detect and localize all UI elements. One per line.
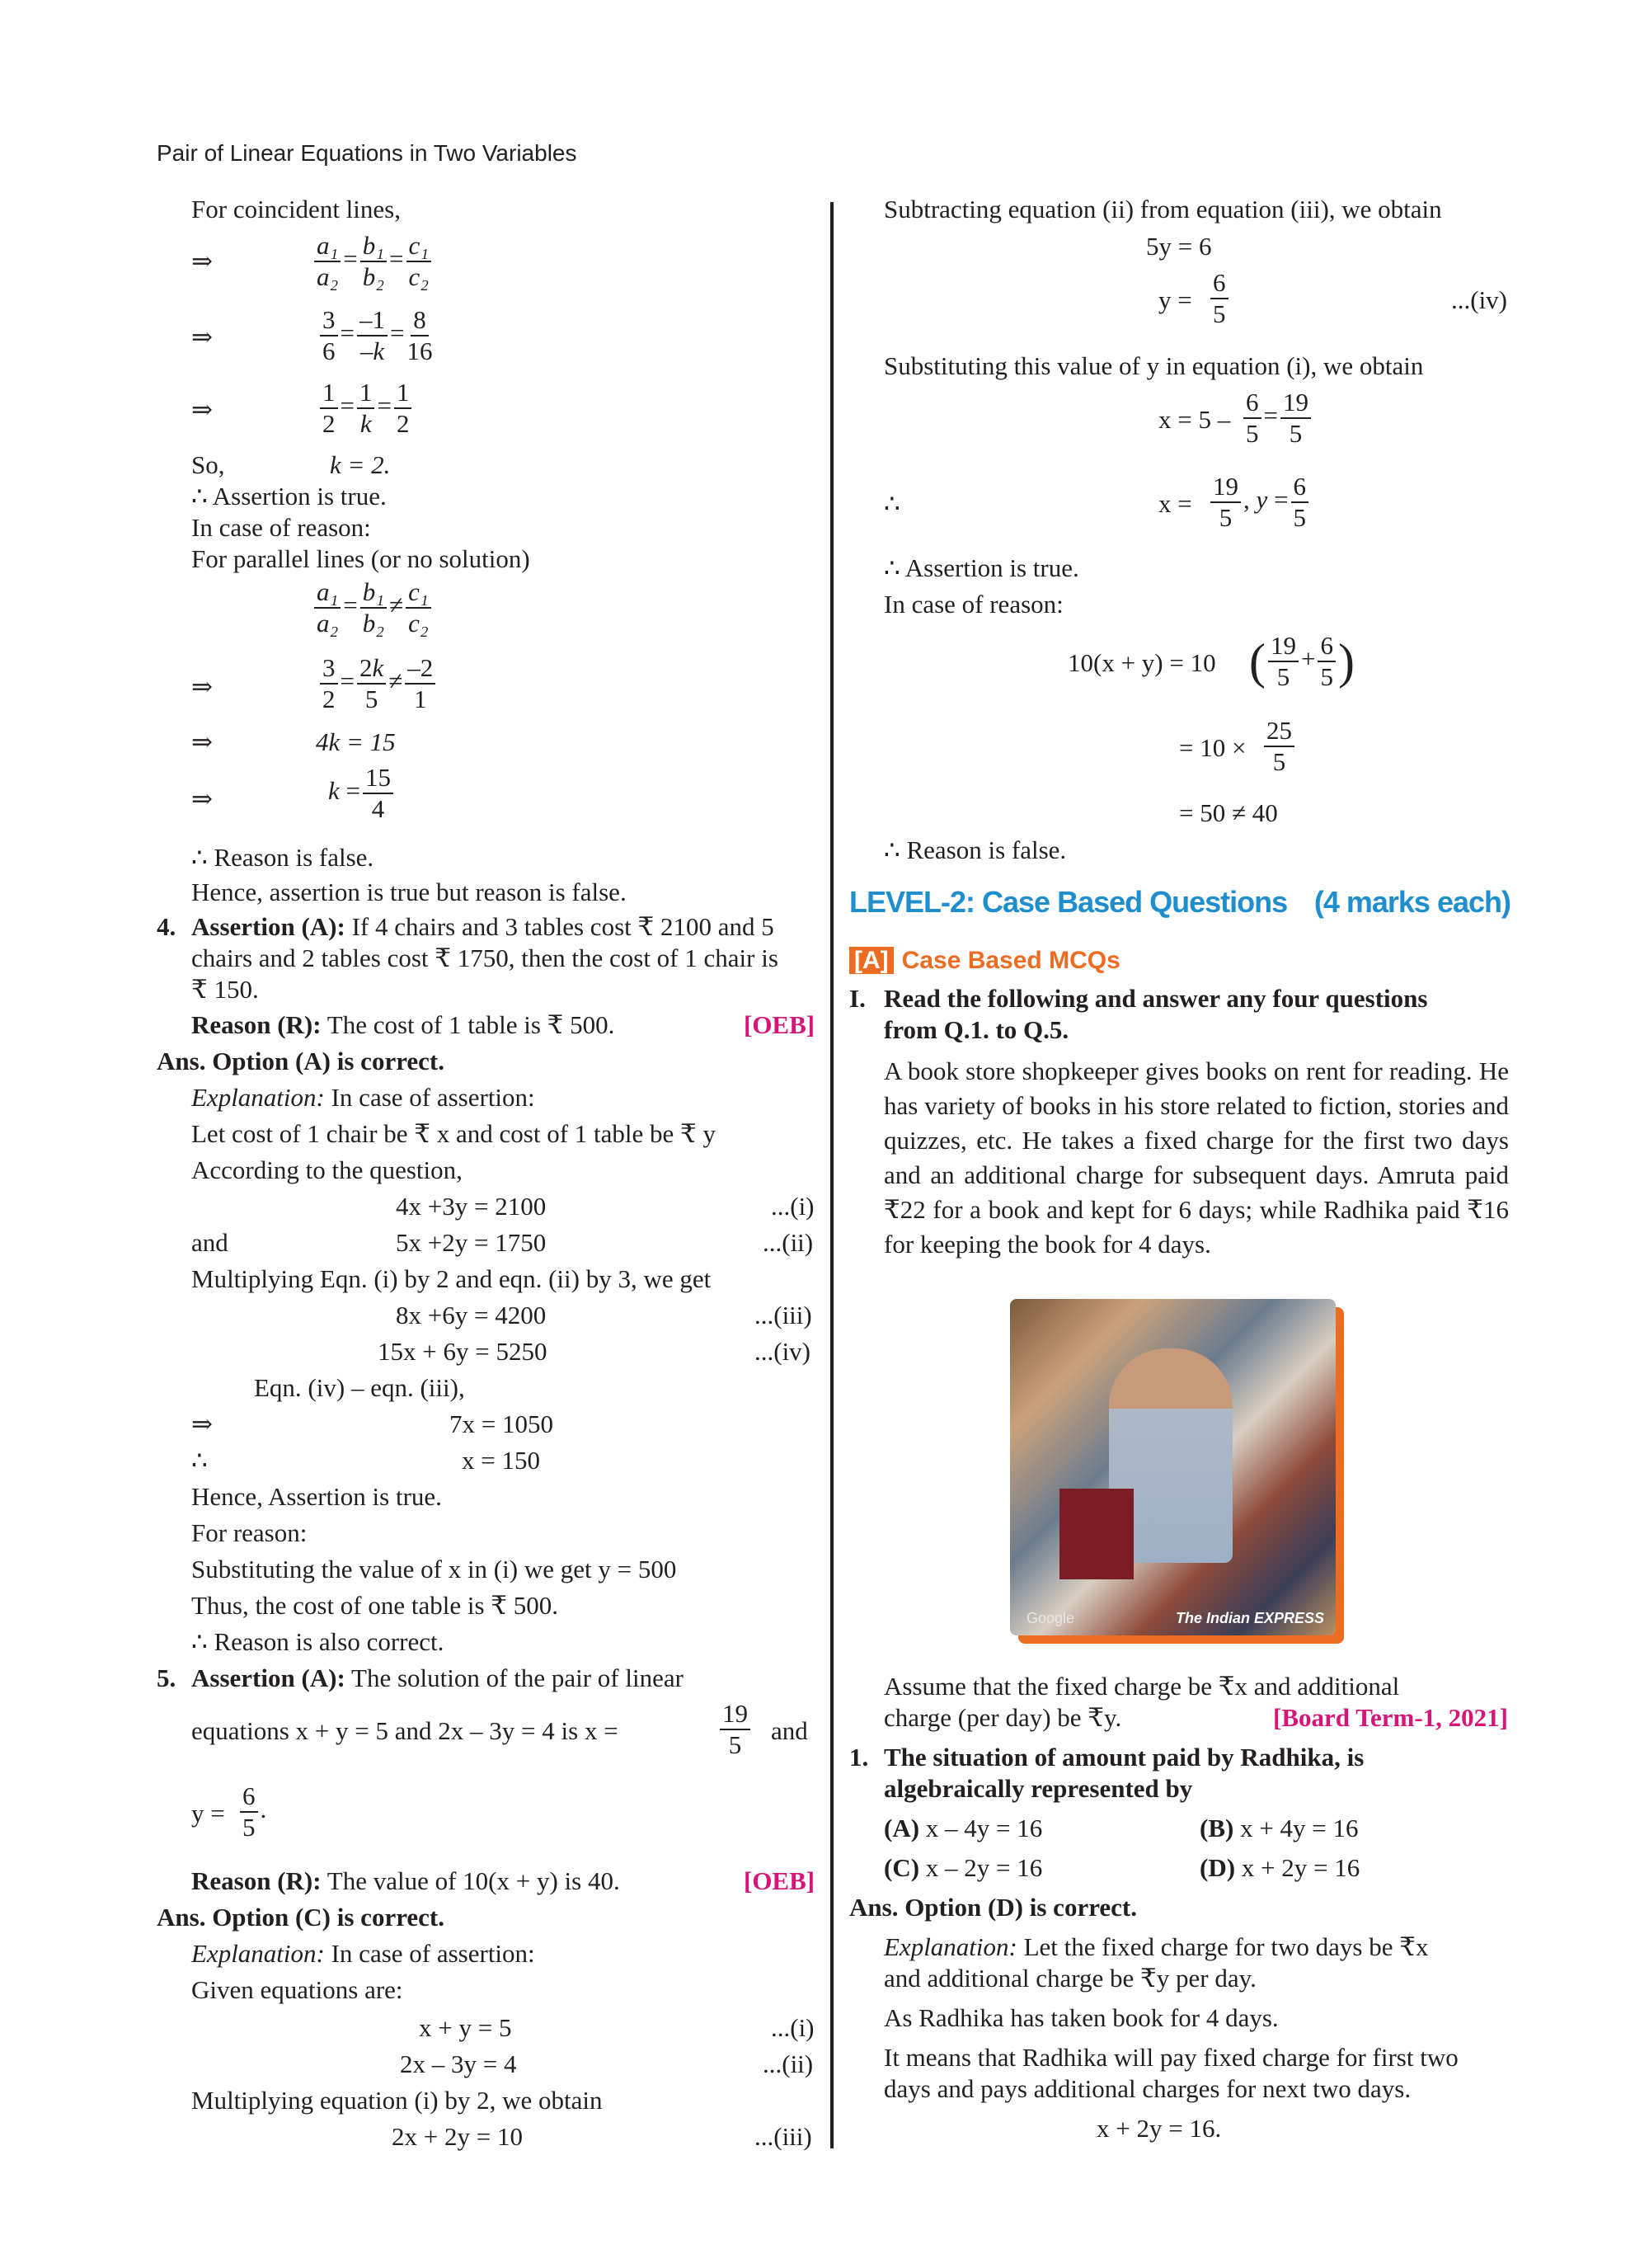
eq-label: ...(iii): [754, 1301, 812, 1329]
ratio-eq-1: $\frac{\text{a₁}}{\text{a₂}}$ = $\frac{\text{b₁}}{\text{b₂}}$ = $\frac{\text{c₁}}{\text{c₂}}$: [312, 231, 434, 292]
according: According to the question,: [191, 1155, 463, 1184]
multiplying-text-2: Multiplying equation (i) by 2, we obtain: [191, 2086, 603, 2115]
multiplying-text: Multiplying Eqn. (i) by 2 and eqn. (ii) by 3, we get: [191, 1264, 712, 1293]
eq-y-fraction: $\frac{6}{5}$: [1208, 268, 1231, 329]
eqn-diff: Eqn. (iv) – eqn. (iii),: [254, 1373, 465, 1402]
means-line1: It means that Radhika will pay fixed charge for first two: [884, 2043, 1459, 2072]
hence-assertion: Hence, Assertion is true.: [191, 1482, 442, 1511]
hence-text: Hence, assertion is true but reason is false.: [191, 878, 627, 906]
q1-line2: algebraically represented by: [884, 1774, 1193, 1803]
option-A: (A) x – 4y = 16: [884, 1814, 1043, 1842]
eq-10xy-paren: ( $\frac{19}{5}$ + $\frac{6}{5}$ ): [1249, 631, 1355, 691]
case-reason: In case of reason:: [191, 513, 371, 542]
board-tag: [Board Term-1, 2021]: [1273, 1703, 1509, 1732]
eq-y-label: y =: [1158, 285, 1192, 314]
substituting-y: Substituting this value of y in equation (i), we obtain: [884, 351, 1424, 380]
eq-7x: 7x = 1050: [449, 1409, 553, 1438]
q1-answer: Ans. Option (D) is correct.: [849, 1893, 1137, 1922]
case-badge: [849, 947, 1120, 975]
section-I-number: I.: [849, 984, 866, 1013]
means-line2: days and pays additional charges for next two days.: [884, 2074, 1412, 2103]
q4-line3: ₹ 150.: [191, 975, 259, 1004]
photo-credit: The Indian EXPRESS: [1175, 1610, 1324, 1626]
eq-4x3y: 4x +3y = 2100: [396, 1192, 547, 1221]
subtracting-text: Subtracting equation (ii) from equation (iii), we obtain: [884, 195, 1442, 224]
ratio-eq-5: $\frac{3}{2}$ = $\frac{2k}{5}$ ≠ $\frac{-2}{1}$: [317, 653, 438, 714]
q5-and: and: [771, 1716, 808, 1745]
k-fraction: k = $\frac{15}{4}$: [328, 763, 396, 824]
thus-text: Thus, the cost of one table is ₹ 500.: [191, 1591, 559, 1620]
explanation-intro: Explanation: In case of assertion:: [191, 1939, 535, 1968]
eq-15x6y: 15x + 6y = 5250: [378, 1337, 547, 1366]
eq-xy5: x + y = 5: [419, 2013, 512, 2042]
reason-correct: ∴ Reason is also correct.: [191, 1627, 444, 1656]
q5-reason: Reason (R): The value of 10(x + y) is 40.: [191, 1866, 620, 1895]
implies-symbol: ⇒: [191, 322, 213, 351]
k-equals-2: k = 2.: [330, 450, 391, 479]
implies-symbol: ⇒: [191, 672, 213, 701]
eq-xy-fractions: $\frac{19}{5}$ , y = $\frac{6}{5}$: [1208, 472, 1311, 533]
q4-number: 4.: [157, 912, 176, 941]
implies-symbol: ⇒: [191, 784, 213, 813]
q5-y-fraction: $\frac{6}{5}$ .: [237, 1781, 266, 1842]
reason-false: ∴ Reason is false.: [191, 843, 374, 872]
reason-false: ∴ Reason is false.: [884, 835, 1067, 864]
q5-x-fraction: $\frac{19}{5}$: [717, 1699, 753, 1760]
coincident-text: For coincident lines,: [191, 195, 401, 224]
therefore-symbol: ∴: [884, 489, 900, 518]
eq-8x6y: 8x +6y = 4200: [396, 1301, 547, 1329]
for-reason: For reason:: [191, 1518, 308, 1547]
oeb-tag: [OEB]: [744, 1010, 815, 1039]
q5-number: 5.: [157, 1663, 176, 1692]
implies-symbol: ⇒: [191, 727, 213, 756]
level-title: LEVEL-2: Case Based Questions: [849, 885, 1288, 919]
eq-label: ...(iii): [754, 2122, 812, 2151]
q1-number: 1.: [849, 1743, 869, 1772]
eq-x-label: x =: [1158, 489, 1192, 518]
q4-assertion: Assertion (A): If 4 chairs and 3 tables cost ₹ 2100 and 5: [191, 912, 774, 941]
option-C: (C) x – 2y = 16: [884, 1853, 1043, 1882]
eq-label: ...(i): [771, 1192, 815, 1221]
assume-line2: charge (per day) be ₹y.: [884, 1703, 1122, 1732]
eq-x5-label: x = 5 –: [1158, 405, 1231, 434]
eq-2x2y: 2x + 2y = 10: [392, 2122, 523, 2151]
substituting-text: Substituting the value of x in (i) we get y = 500: [191, 1555, 677, 1583]
eq-label: ...(i): [771, 2013, 815, 2042]
explanation-line1: Explanation: Let the fixed charge for two days be ₹x: [884, 1932, 1429, 1961]
option-D: (D) x + 2y = 16: [1200, 1853, 1360, 1882]
q5-line2: equations x + y = 5 and 2x – 3y = 4 is x =: [191, 1716, 618, 1745]
q4-answer: Ans. Option (A) is correct.: [157, 1047, 444, 1075]
eq-label: ...(iv): [754, 1337, 811, 1366]
bookstore-photo: [1010, 1299, 1336, 1635]
badge-box: [A]: [849, 947, 894, 974]
eq-10xy: 10(x + y) = 10: [1068, 648, 1216, 677]
q5-y: y =: [191, 1799, 225, 1828]
google-watermark: Google: [1027, 1610, 1075, 1626]
level-heading: [849, 885, 1509, 920]
assertion-true: ∴ Assertion is true.: [191, 482, 387, 511]
and-word: and: [191, 1228, 228, 1257]
eq-25-fraction: $\frac{25}{5}$: [1261, 716, 1297, 777]
assertion-true: ∴ Assertion is true.: [884, 553, 1079, 582]
parallel-lines: For parallel lines (or no solution): [191, 544, 530, 573]
explanation-line2: and additional charge be ₹y per day.: [884, 1964, 1257, 1993]
let-cost: Let cost of 1 chair be ₹ x and cost of 1 table be ₹ y: [191, 1119, 716, 1148]
case-reason: In case of reason:: [884, 590, 1064, 619]
section-I-line2: from Q.1. to Q.5.: [884, 1015, 1069, 1044]
eq-x5-fractions: $\frac{6}{5}$ = $\frac{19}{5}$: [1241, 388, 1313, 449]
passage: A book store shopkeeper gives books on rent for reading. He has variety of books in his store related to fiction, stories and quizzes, etc. He takes a fixed charge for the first two days and an additional charge for subsequent days. Amruta paid ₹22 for a book and kept for 6 days; while Radhika paid ₹16 for keeping the book for 4 days.: [884, 1056, 1509, 1259]
eq-label: ...(ii): [763, 1228, 814, 1257]
q4-reason: Reason (R): The cost of 1 table is ₹ 500.: [191, 1010, 615, 1039]
badge-label: Case Based MCQs: [901, 947, 1120, 974]
ratio-eq-3: $\frac{1}{2}$ = $\frac{1}{k}$ = $\frac{1}{2}$: [317, 378, 414, 439]
assume-line1: Assume that the fixed charge be ₹x and additional: [884, 1672, 1400, 1701]
eq-50: = 50 ≠ 40: [1179, 798, 1278, 827]
implies-symbol: ⇒: [191, 247, 213, 275]
eq-x150: x = 150: [462, 1446, 540, 1475]
column-divider: [830, 202, 834, 2148]
implies-symbol: ⇒: [191, 1409, 213, 1438]
eq-label: ...(iv): [1451, 285, 1508, 314]
q1-line1: The situation of amount paid by Radhika, is: [884, 1743, 1365, 1772]
radhika-text: As Radhika has taken book for 4 days.: [884, 2003, 1279, 2032]
option-B: (B) x + 4y = 16: [1200, 1814, 1359, 1842]
explanation-intro: Explanation: In case of assertion:: [191, 1083, 535, 1112]
ratio-eq-4: $\frac{\text{a₁}}{\text{a₂}}$ = $\frac{\text{b₁}}{\text{b₂}}$ ≠ $\frac{\text{c₁}}{\text{c₂}}$: [312, 577, 434, 638]
given-eq: Given equations are:: [191, 1975, 403, 2004]
therefore-symbol: ∴: [191, 1446, 208, 1475]
section-I-line1: Read the following and answer any four questions: [884, 984, 1428, 1013]
q4-line2: chairs and 2 tables cost ₹ 1750, then the cost of 1 chair is: [191, 943, 778, 972]
eq-2x3y: 2x – 3y = 4: [400, 2049, 517, 2078]
final-equation: x + 2y = 16.: [1097, 2114, 1222, 2143]
ratio-eq-2: $\frac{3}{6}$ = $\frac{-1}{-k}$ = $\frac{8}{16}$: [317, 305, 435, 366]
oeb-tag: [OEB]: [744, 1866, 815, 1895]
level-marks: (4 marks each): [1313, 885, 1510, 919]
book-shape: [1059, 1489, 1134, 1579]
q5-answer: Ans. Option (C) is correct.: [157, 1903, 444, 1932]
eq-5y6: 5y = 6: [1146, 232, 1212, 261]
page-header: Pair of Linear Equations in Two Variables: [157, 140, 577, 166]
k4-equation: 4k = 15: [316, 727, 396, 756]
eq-10x: = 10 ×: [1179, 733, 1247, 762]
implies-symbol: ⇒: [191, 395, 213, 424]
q5-assertion: Assertion (A): The solution of the pair of linear: [191, 1663, 684, 1692]
eq-label: ...(ii): [763, 2049, 814, 2078]
so-label: So,: [191, 450, 225, 479]
eq-5x2y: 5x +2y = 1750: [396, 1228, 547, 1257]
